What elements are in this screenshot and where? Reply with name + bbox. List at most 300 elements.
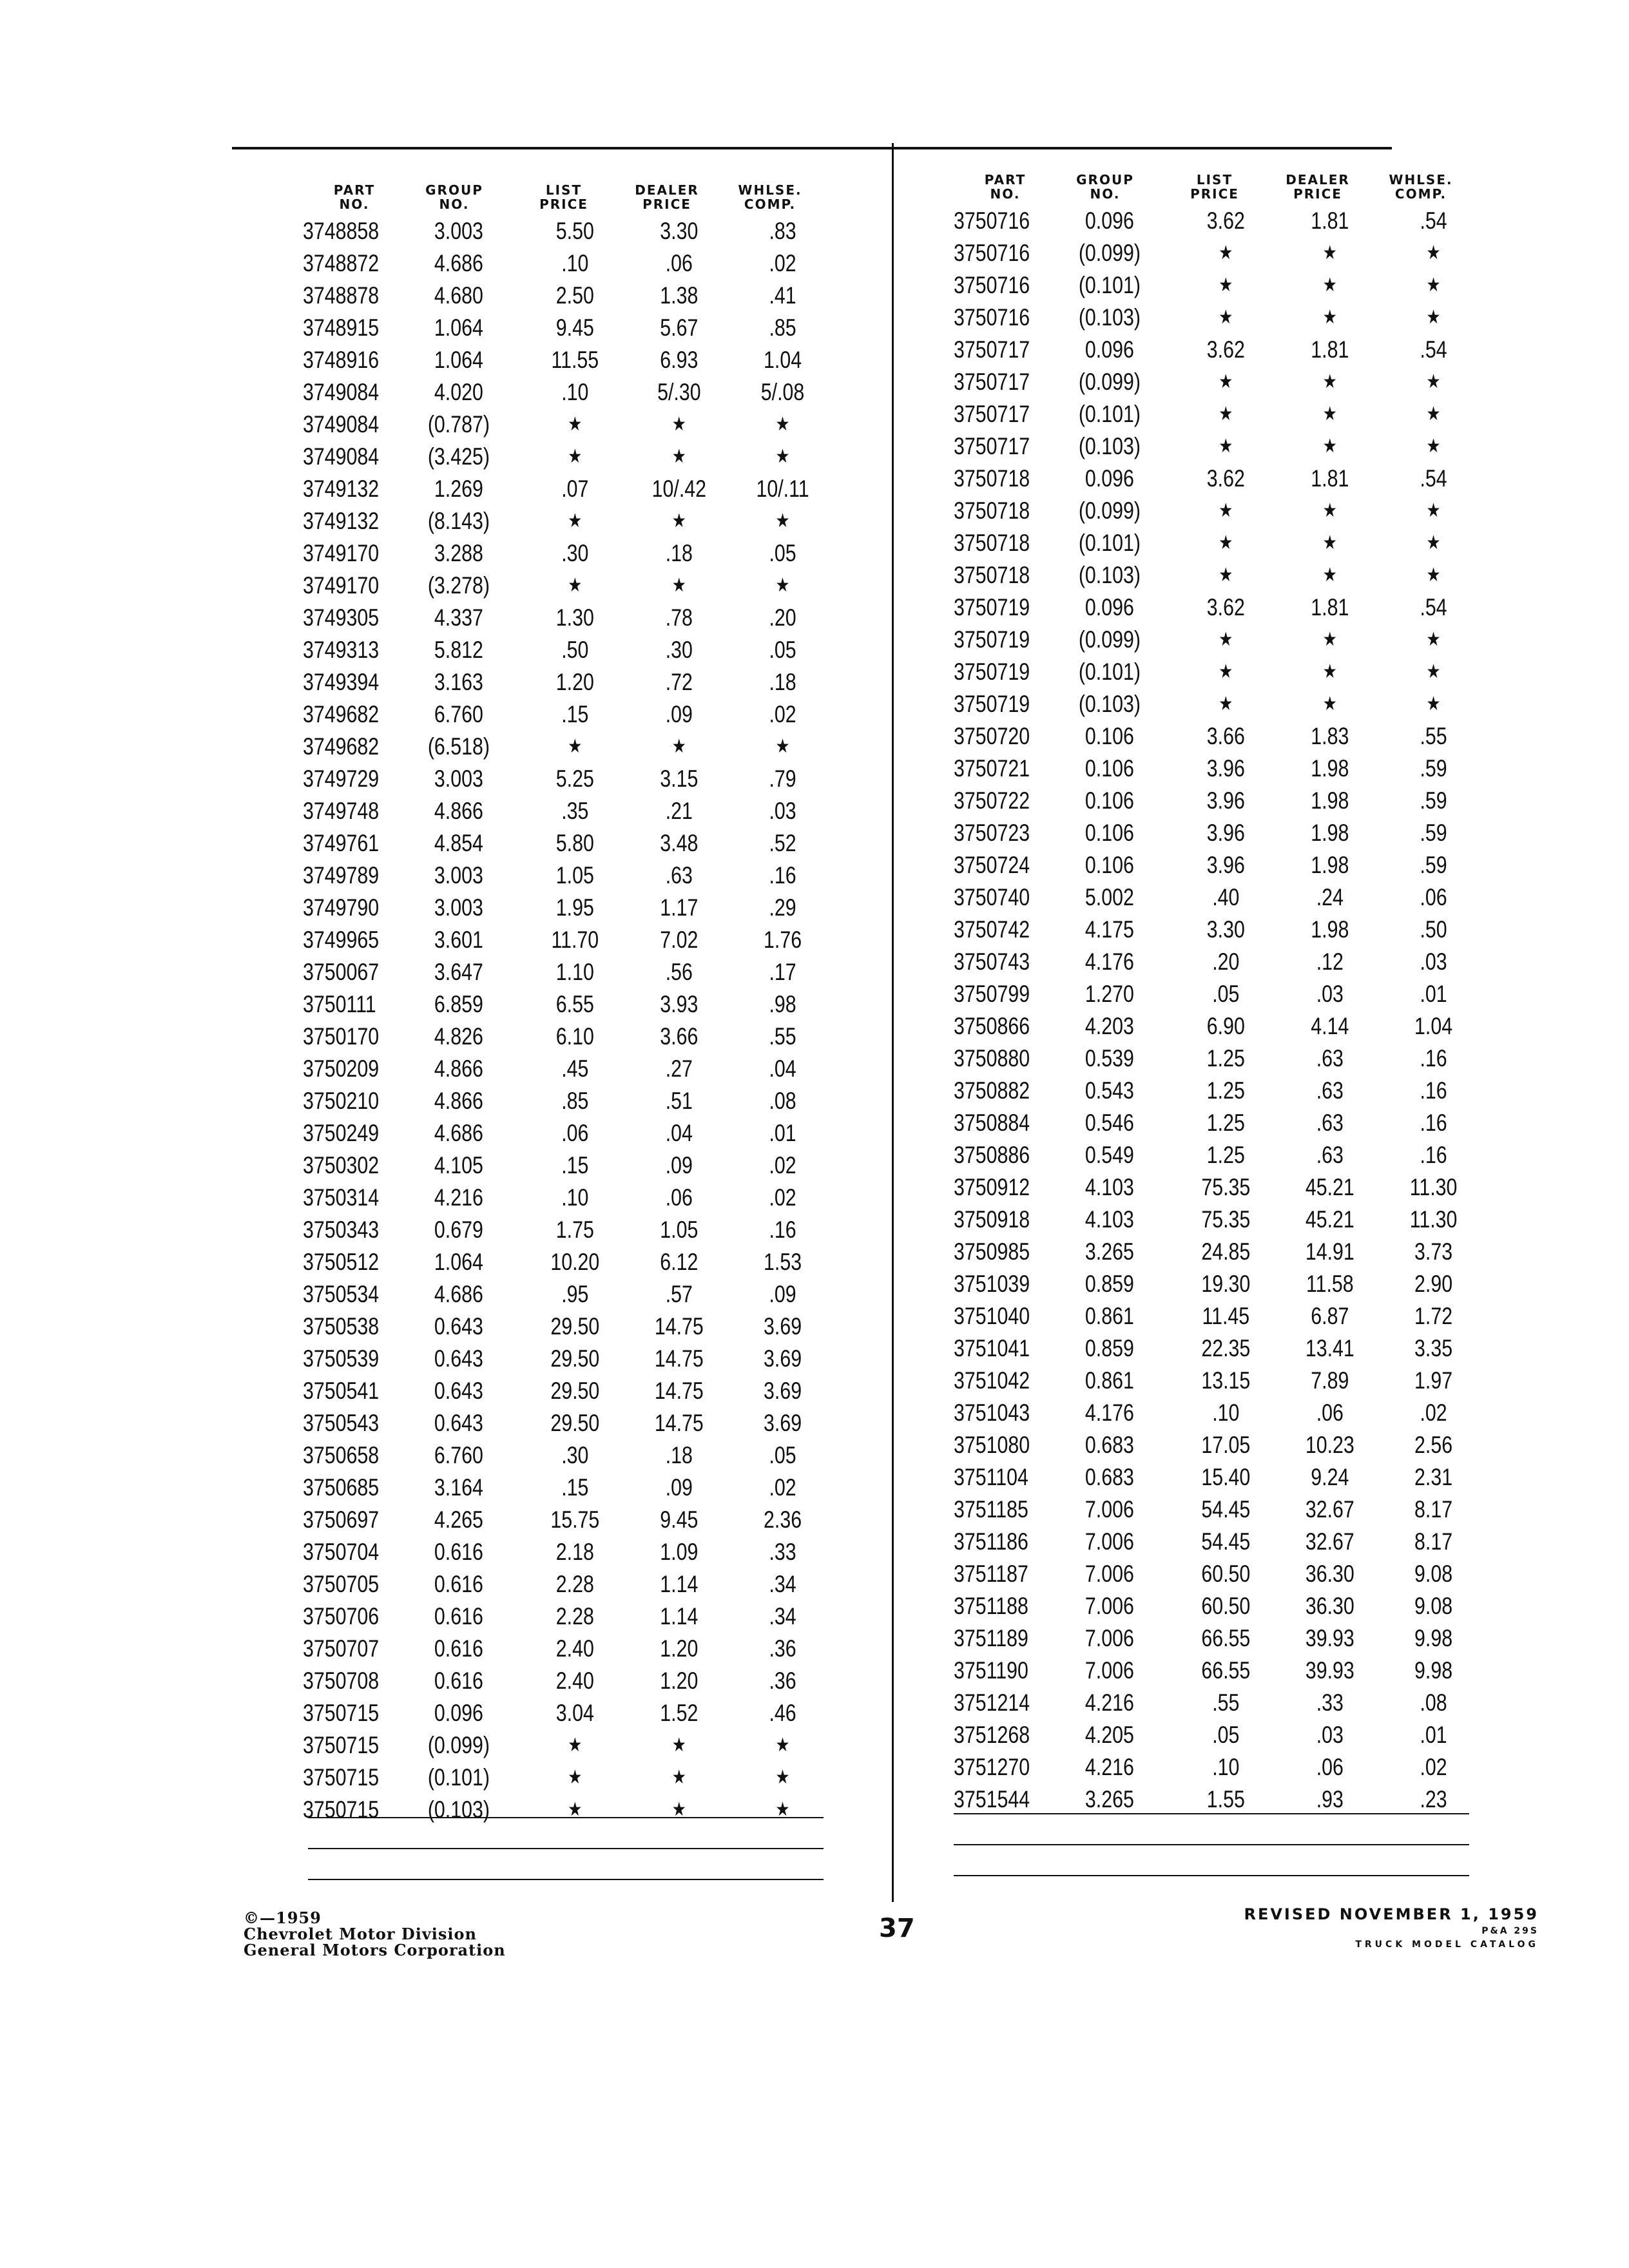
dealer-price-cell: ★ [671, 414, 686, 435]
part-no-cell: 3750719 [954, 658, 1030, 685]
part-no-cell: 3749790 [303, 894, 380, 921]
table-row [954, 430, 1472, 463]
dealer-price-cell: 14.75 [654, 1378, 704, 1404]
list-price-cell: .15 [561, 701, 589, 727]
dealer-price-cell: 3.48 [660, 830, 699, 856]
dealer-price-cell: ★ [671, 575, 686, 596]
dealer-price-cell: 1.98 [1311, 820, 1349, 846]
list-price-cell: .40 [1212, 884, 1240, 910]
table-row [303, 1117, 821, 1149]
group-no-cell: 0.096 [1084, 465, 1134, 492]
group-no-cell: 4.866 [434, 1055, 483, 1082]
part-no-cell: 3750543 [303, 1410, 380, 1436]
list-price-cell: 3.04 [555, 1700, 594, 1726]
list-price-cell: .30 [561, 540, 589, 566]
whlse-comp-cell: ★ [775, 736, 790, 757]
dealer-price-cell: .63 [1316, 1142, 1344, 1168]
part-no-cell: 3750249 [303, 1120, 380, 1146]
list-price-cell: ★ [1219, 564, 1233, 586]
part-no-cell: 3749965 [303, 927, 380, 953]
table-row [303, 1246, 821, 1278]
group-no-cell: 4.686 [434, 1120, 483, 1146]
list-price-cell: .05 [1212, 981, 1240, 1007]
part-no-cell: 3750718 [954, 562, 1030, 588]
whlse-comp-cell: 2.36 [764, 1506, 802, 1533]
whlse-comp-cell: 2.31 [1414, 1464, 1453, 1490]
table-row [954, 1332, 1472, 1365]
part-no-cell: 3750716 [954, 272, 1030, 298]
dealer-price-cell: .30 [665, 637, 693, 663]
list-price-cell: 1.25 [1206, 1077, 1245, 1104]
part-no-cell: 3750882 [954, 1077, 1030, 1104]
whlse-comp-cell: 2.90 [1414, 1271, 1453, 1297]
blank-line [308, 1817, 824, 1818]
list-price-cell: ★ [1219, 274, 1233, 296]
whlse-comp-cell: .79 [769, 765, 796, 792]
whlse-comp-cell: .59 [1420, 852, 1447, 878]
dealer-price-cell: 1.98 [1311, 787, 1349, 814]
group-no-cell: 4.103 [1084, 1174, 1134, 1200]
dealer-price-cell: .06 [665, 1184, 693, 1211]
dealer-price-cell: ★ [1322, 693, 1337, 715]
part-no-cell: 3750723 [954, 820, 1030, 846]
table-row [954, 1526, 1472, 1558]
whlse-comp-cell: .59 [1420, 755, 1447, 782]
list-price-cell: 1.25 [1206, 1110, 1245, 1136]
whlse-comp-cell: .04 [769, 1055, 796, 1082]
whlse-comp-cell: .16 [1420, 1110, 1447, 1136]
whlse-comp-cell: .54 [1420, 207, 1447, 234]
table-row [303, 827, 821, 860]
part-no-cell: 3750799 [954, 981, 1030, 1007]
group-no-cell: (3.425) [427, 443, 490, 470]
part-no-cell: 3750717 [954, 336, 1030, 363]
group-no-cell: 1.269 [434, 476, 483, 502]
table-row [954, 1268, 1472, 1300]
dealer-price-cell: ★ [1322, 436, 1337, 457]
part-no-cell: 3750715 [303, 1732, 380, 1758]
list-price-cell: .20 [1212, 948, 1240, 975]
whlse-comp-cell: ★ [1426, 532, 1441, 553]
table-row [303, 763, 821, 795]
table-row [954, 785, 1472, 817]
blank-line [954, 1844, 1469, 1845]
whlse-comp-cell: .01 [1420, 981, 1447, 1007]
list-price-cell: ★ [568, 414, 583, 435]
whlse-comp-cell: .54 [1420, 465, 1447, 492]
list-price-cell: 3.96 [1206, 755, 1245, 782]
group-no-cell: 0.643 [434, 1410, 483, 1436]
group-no-cell: 0.859 [1084, 1271, 1134, 1297]
table-row [303, 1600, 821, 1633]
part-no-cell: 3750740 [954, 884, 1030, 910]
blank-line [308, 1848, 824, 1849]
blank-line [308, 1879, 824, 1880]
group-no-cell: 0.616 [434, 1603, 483, 1629]
table-row [303, 344, 821, 376]
dealer-price-cell: ★ [671, 1799, 686, 1820]
dealer-price-cell: 1.09 [660, 1539, 699, 1565]
dealer-price-cell: 1.81 [1311, 594, 1349, 620]
group-no-cell: (0.103) [1078, 562, 1141, 588]
list-price-cell: 3.96 [1206, 787, 1245, 814]
list-price-cell: 66.55 [1201, 1625, 1251, 1651]
list-price-cell: ★ [568, 510, 583, 532]
list-price-cell: .85 [561, 1088, 589, 1114]
dealer-price-cell: 6.93 [660, 347, 699, 373]
table-row [954, 1494, 1472, 1526]
group-no-cell: 4.866 [434, 1088, 483, 1114]
part-no-cell: 3750719 [954, 691, 1030, 717]
list-price-cell: ★ [568, 1767, 583, 1788]
list-price-cell: 75.35 [1201, 1206, 1251, 1233]
whlse-comp-cell: .02 [769, 1474, 796, 1501]
dealer-price-cell: 9.24 [1311, 1464, 1349, 1490]
dealer-price-cell: .63 [1316, 1077, 1344, 1104]
left-table-body [303, 215, 934, 1826]
whlse-comp-cell: .08 [1420, 1689, 1447, 1716]
dealer-price-cell: 3.30 [660, 218, 699, 244]
table-row [303, 1472, 821, 1504]
part-no-cell: 3749748 [303, 798, 380, 824]
dealer-price-cell: 10/.42 [651, 476, 707, 502]
part-no-cell: 3749305 [303, 604, 380, 631]
table-row [954, 978, 1472, 1010]
part-no-cell: 3750067 [303, 959, 380, 985]
list-price-cell: .45 [561, 1055, 589, 1082]
list-price-cell: 3.62 [1206, 207, 1245, 234]
part-no-cell: 3750715 [303, 1764, 380, 1791]
dealer-price-cell: 39.93 [1305, 1657, 1354, 1684]
list-price-cell: 2.50 [555, 282, 594, 309]
whlse-comp-cell: .20 [769, 604, 796, 631]
group-no-cell: (0.099) [1078, 240, 1141, 266]
group-no-cell: 4.105 [434, 1152, 483, 1178]
group-no-cell: (0.787) [427, 411, 490, 437]
table-row [303, 1149, 821, 1182]
dealer-price-cell: ★ [671, 736, 686, 757]
group-no-cell: 0.106 [1084, 755, 1134, 782]
dealer-price-cell: 32.67 [1305, 1528, 1354, 1555]
table-row [303, 1407, 821, 1439]
list-price-cell: .07 [561, 476, 589, 502]
group-no-cell: (8.143) [427, 508, 490, 534]
group-no-cell: 4.216 [1084, 1754, 1134, 1780]
list-price-cell: ★ [568, 736, 583, 757]
list-price-cell: .05 [1212, 1722, 1240, 1748]
dealer-price-cell: 14.75 [654, 1313, 704, 1340]
dealer-price-cell: .63 [1316, 1110, 1344, 1136]
part-no-cell: 3750912 [954, 1174, 1030, 1200]
table-row [954, 720, 1472, 753]
dealer-price-cell: 11.58 [1306, 1271, 1354, 1297]
table-row [954, 624, 1472, 656]
group-no-cell: 3.164 [434, 1474, 483, 1501]
table-row [954, 688, 1472, 720]
header-dealer-price: DEALER PRICE [635, 182, 699, 212]
list-price-cell: .30 [561, 1442, 589, 1468]
whlse-comp-cell: 2.56 [1414, 1432, 1453, 1458]
table-row [954, 1783, 1472, 1816]
list-price-cell: 17.05 [1201, 1432, 1251, 1458]
group-no-cell: 3.003 [434, 765, 483, 792]
table-row [954, 1010, 1472, 1043]
list-price-cell: ★ [568, 1799, 583, 1820]
copyright-block [244, 1910, 506, 1958]
group-no-cell: (0.099) [1078, 497, 1141, 524]
group-no-cell: 0.106 [1084, 723, 1134, 749]
whlse-comp-cell: .36 [769, 1667, 796, 1694]
group-no-cell: 4.175 [1084, 916, 1134, 943]
header-part-no: PART NO. [984, 172, 1027, 202]
dealer-price-cell: 1.81 [1311, 207, 1349, 234]
dealer-price-cell: ★ [671, 1767, 686, 1788]
group-no-cell: 4.337 [434, 604, 483, 631]
whlse-comp-cell: 9.98 [1414, 1625, 1453, 1651]
list-price-cell: 11.55 [551, 347, 599, 373]
whlse-comp-cell: .06 [1420, 884, 1447, 910]
whlse-comp-cell: .54 [1420, 594, 1447, 620]
dealer-price-cell: .24 [1316, 884, 1344, 910]
header-whlse-comp: WHLSE. COMP. [738, 182, 802, 212]
list-price-cell: .15 [561, 1474, 589, 1501]
list-price-cell: 6.55 [555, 991, 594, 1017]
group-no-cell: 0.543 [1084, 1077, 1134, 1104]
part-no-cell: 3750866 [954, 1013, 1030, 1039]
table-row [954, 237, 1472, 269]
table-row [303, 312, 821, 344]
group-no-cell: (0.099) [427, 1732, 490, 1758]
group-no-cell: 7.006 [1084, 1496, 1134, 1523]
table-row [954, 398, 1472, 430]
table-row [954, 849, 1472, 881]
dealer-price-cell: ★ [1322, 242, 1337, 264]
table-row [303, 280, 821, 312]
whlse-comp-cell: .02 [769, 1152, 796, 1178]
part-no-cell: 3750719 [954, 626, 1030, 653]
table-row [303, 1053, 821, 1085]
dealer-price-cell: 6.87 [1311, 1303, 1349, 1329]
list-price-cell: 5.80 [555, 830, 594, 856]
part-no-cell: 3749170 [303, 540, 380, 566]
table-row [303, 247, 821, 280]
table-row [954, 559, 1472, 591]
table-row [303, 602, 821, 634]
group-no-cell: 0.643 [434, 1378, 483, 1404]
table-row [303, 1439, 821, 1472]
part-no-cell: 3750343 [303, 1216, 380, 1243]
group-no-cell: 0.539 [1084, 1045, 1134, 1072]
list-price-cell: ★ [1219, 403, 1233, 425]
group-no-cell: 0.106 [1084, 820, 1134, 846]
dealer-price-cell: .18 [665, 1442, 693, 1468]
part-no-cell: 3751041 [954, 1335, 1030, 1361]
group-no-cell: 4.216 [1084, 1689, 1134, 1716]
group-no-cell: 4.176 [1084, 1399, 1134, 1426]
group-no-cell: 0.096 [1084, 594, 1134, 620]
group-no-cell: 3.288 [434, 540, 483, 566]
table-row [954, 495, 1472, 527]
table-row [303, 1762, 821, 1794]
whlse-comp-cell: .16 [769, 1216, 796, 1243]
dealer-price-cell: ★ [671, 510, 686, 532]
table-row [954, 1043, 1472, 1075]
list-price-cell: 10.20 [550, 1249, 600, 1275]
dealer-price-cell: 13.41 [1305, 1335, 1354, 1361]
table-row [303, 1375, 821, 1407]
group-no-cell: 4.866 [434, 798, 483, 824]
dealer-price-cell: .72 [665, 669, 693, 695]
part-no-cell: 3750886 [954, 1142, 1030, 1168]
whlse-comp-cell: ★ [775, 1799, 790, 1820]
part-no-cell: 3750742 [954, 916, 1030, 943]
group-no-cell: (3.278) [427, 572, 490, 599]
dealer-price-cell: ★ [1322, 274, 1337, 296]
group-no-cell: 3.003 [434, 894, 483, 921]
part-no-cell: 3750718 [954, 497, 1030, 524]
copyright-corporation: General Motors Corporation [244, 1941, 506, 1959]
group-no-cell: (0.099) [1078, 626, 1141, 653]
part-no-cell: 3750718 [954, 465, 1030, 492]
dealer-price-cell: 9.45 [660, 1506, 699, 1533]
part-no-cell: 3749132 [303, 508, 380, 534]
dealer-price-cell: 3.93 [660, 991, 699, 1017]
dealer-price-cell: 1.98 [1311, 852, 1349, 878]
group-no-cell: (0.103) [1078, 433, 1141, 459]
table-row [954, 753, 1472, 785]
group-no-cell: 4.680 [434, 282, 483, 309]
list-price-cell: .06 [561, 1120, 589, 1146]
header-part-no: PART NO. [333, 182, 376, 212]
whlse-comp-cell: .05 [769, 540, 796, 566]
dealer-price-cell: .09 [665, 701, 693, 727]
part-no-cell: 3750685 [303, 1474, 380, 1501]
whlse-comp-cell: 3.35 [1414, 1335, 1453, 1361]
table-row [303, 634, 821, 666]
table-row [954, 1075, 1472, 1107]
part-no-cell: 3750716 [954, 240, 1030, 266]
part-no-cell: 3749682 [303, 733, 380, 760]
part-no-cell: 3750722 [954, 787, 1030, 814]
group-no-cell: 4.216 [434, 1184, 483, 1211]
group-no-cell: 1.064 [434, 314, 483, 341]
table-row [954, 1655, 1472, 1687]
list-price-cell: 2.18 [555, 1539, 594, 1565]
part-no-cell: 3748872 [303, 250, 380, 276]
part-no-cell: 3750721 [954, 755, 1030, 782]
part-no-cell: 3751544 [954, 1786, 1030, 1812]
table-row [954, 1751, 1472, 1783]
dealer-price-cell: .78 [665, 604, 693, 631]
whlse-comp-cell: .02 [1420, 1399, 1447, 1426]
group-no-cell: 4.205 [1084, 1722, 1134, 1748]
part-no-cell: 3750209 [303, 1055, 380, 1082]
group-no-cell: (0.103) [427, 1796, 490, 1823]
table-row [303, 924, 821, 956]
table-row [954, 946, 1472, 978]
list-price-cell: .10 [561, 1184, 589, 1211]
group-no-cell: 3.601 [434, 927, 483, 953]
table-row [954, 1397, 1472, 1429]
list-price-cell: 60.50 [1201, 1593, 1251, 1619]
list-price-cell: ★ [1219, 371, 1233, 392]
dealer-price-cell: .56 [665, 959, 693, 985]
whlse-comp-cell: .01 [769, 1120, 796, 1146]
group-no-cell: 0.683 [1084, 1464, 1134, 1490]
whlse-comp-cell: .98 [769, 991, 796, 1017]
whlse-comp-cell: 3.69 [764, 1313, 802, 1340]
dealer-price-cell: 32.67 [1305, 1496, 1354, 1523]
list-price-cell: 22.35 [1201, 1335, 1251, 1361]
dealer-price-cell: 39.93 [1305, 1625, 1354, 1651]
list-price-cell: .10 [561, 379, 589, 405]
list-price-cell: ★ [1219, 307, 1233, 328]
table-row [303, 1085, 821, 1117]
list-price-cell: 6.10 [555, 1023, 594, 1050]
list-price-cell: 1.20 [555, 669, 594, 695]
table-row [303, 1633, 821, 1665]
dealer-price-cell: 14.75 [654, 1345, 704, 1372]
whlse-comp-cell: .59 [1420, 787, 1447, 814]
table-row [954, 1171, 1472, 1204]
list-price-cell: ★ [1219, 500, 1233, 521]
whlse-comp-cell: 3.73 [1414, 1238, 1453, 1265]
header-whlse-comp: WHLSE. COMP. [1389, 172, 1453, 202]
dealer-price-cell: 6.12 [660, 1249, 699, 1275]
dealer-price-cell: 4.14 [1311, 1013, 1349, 1039]
group-no-cell: (6.518) [427, 733, 490, 760]
dealer-price-cell: .09 [665, 1152, 693, 1178]
part-no-cell: 3750918 [954, 1206, 1030, 1233]
list-price-cell: 60.50 [1201, 1561, 1251, 1587]
table-row [954, 1429, 1472, 1461]
dealer-price-cell: 1.05 [660, 1216, 699, 1243]
group-no-cell: 0.679 [434, 1216, 483, 1243]
group-no-cell: 3.163 [434, 669, 483, 695]
whlse-comp-cell: 1.04 [1414, 1013, 1453, 1039]
dealer-price-cell: .21 [665, 798, 693, 824]
list-price-cell: 54.45 [1201, 1528, 1251, 1555]
group-no-cell: 3.265 [1084, 1238, 1134, 1265]
table-row [303, 376, 821, 408]
part-no-cell: 3749084 [303, 379, 380, 405]
whlse-comp-cell: ★ [1426, 661, 1441, 682]
table-row [303, 795, 821, 827]
whlse-comp-cell: .34 [769, 1603, 796, 1629]
table-row [954, 1139, 1472, 1171]
list-price-cell: 75.35 [1201, 1174, 1251, 1200]
part-no-cell: 3751080 [954, 1432, 1030, 1458]
blank-line [954, 1875, 1469, 1876]
table-row [954, 1622, 1472, 1655]
part-no-cell: 3750170 [303, 1023, 380, 1050]
header-dealer-price: DEALER PRICE [1286, 172, 1350, 202]
table-row [303, 988, 821, 1021]
part-no-cell: 3751188 [954, 1593, 1028, 1619]
part-no-cell: 3750717 [954, 433, 1030, 459]
group-no-cell: 0.616 [434, 1539, 483, 1565]
group-no-cell: 7.006 [1084, 1528, 1134, 1555]
whlse-comp-cell: .02 [1420, 1754, 1447, 1780]
dealer-price-cell: .33 [1316, 1689, 1344, 1716]
part-no-cell: 3749084 [303, 411, 380, 437]
list-price-cell: ★ [1219, 436, 1233, 457]
table-row [303, 1729, 821, 1762]
table-row [303, 731, 821, 763]
whlse-comp-cell: 1.72 [1414, 1303, 1453, 1329]
dealer-price-cell: .09 [665, 1474, 693, 1501]
copyright-year: ©—1959 [244, 1908, 322, 1927]
